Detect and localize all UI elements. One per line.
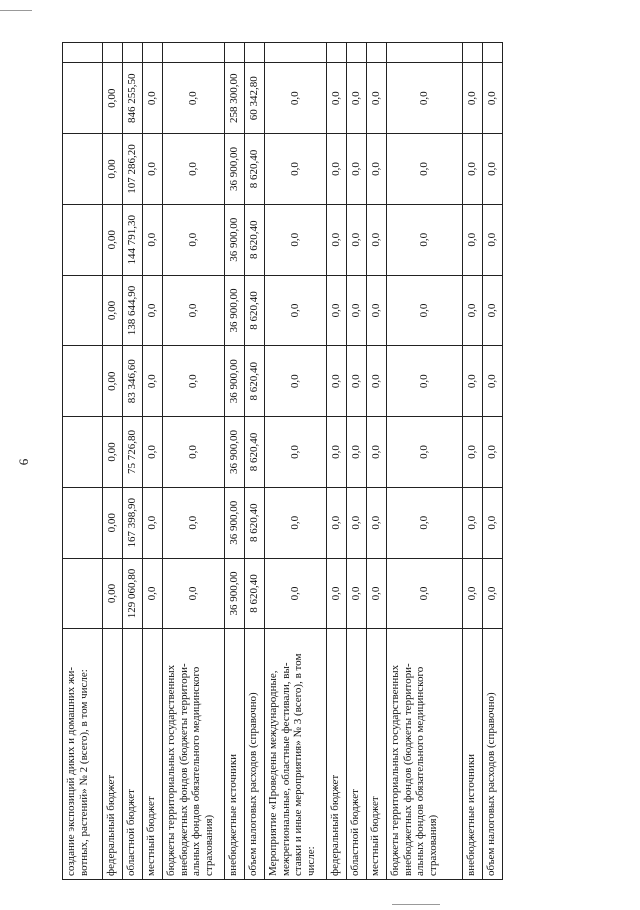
table-cell-value: 0,0 (163, 63, 225, 134)
row-label: бюджеты территориальных государственных внебюджетных фондов (бюджеты территори-альных фондов обязательного медицинского страхования) (387, 629, 463, 880)
table-cell-value: 0,0 (387, 417, 463, 488)
table-cell-value: 8 620,40 (245, 134, 265, 205)
table-cell-value: 0,0 (143, 63, 163, 134)
table-cell-empty (143, 43, 163, 63)
table-cell-value: 0,0 (163, 346, 225, 417)
row-label: создание экспозиций диких и домашних жи-вотных, растений» № 2 (всего), в том числе: (63, 629, 103, 880)
table-cell-value: 0,0 (265, 558, 327, 629)
table-cell-value: 0,0 (327, 558, 347, 629)
table-cell-value: 0,0 (265, 134, 327, 205)
table-cell-value: 0,0 (367, 487, 387, 558)
table-row (103, 43, 123, 880)
table-cell-value: 0,0 (143, 204, 163, 275)
table-cell-value: 8 620,40 (245, 204, 265, 275)
table-cell-value: 0,0 (163, 487, 225, 558)
table-cell-value: 0,00 (103, 346, 123, 417)
table-cell-value: 0,0 (483, 558, 503, 629)
table-cell-value: 0,00 (103, 204, 123, 275)
table-cell-empty (225, 43, 245, 63)
table-cell-value: 0,00 (103, 134, 123, 205)
table-row (483, 43, 503, 880)
table-cell-value: 0,0 (163, 134, 225, 205)
table-cell-value: 0,0 (387, 63, 463, 134)
table-cell-value: 0,0 (327, 487, 347, 558)
row-label: внебюджетные источники (463, 629, 483, 880)
table-cell-value: 0,0 (367, 134, 387, 205)
table-cell-value: 0,0 (387, 204, 463, 275)
table-cell-value: 0,0 (347, 346, 367, 417)
table-cell-value: 0,0 (367, 346, 387, 417)
row-label: бюджеты территориальных государственных внебюджетных фондов (бюджеты территори-альных фондов обязательного медицинского страхования) (163, 629, 225, 880)
table-cell-value: 0,0 (327, 63, 347, 134)
table-cell-value: 8 620,40 (245, 487, 265, 558)
table-cell-value: 0,0 (163, 417, 225, 488)
row-label: внебюджетные источники (225, 629, 245, 880)
row-label: Мероприятие «Проведены международные, межрегиональные, областные фестивали, вы-ставки и иные мероприятия» № 3 (всего), в том числе: (265, 629, 327, 880)
table-cell-value: 0,0 (463, 63, 483, 134)
table-cell-empty (163, 43, 225, 63)
table-cell-value: 0,0 (463, 487, 483, 558)
table-cell-value: 0,0 (143, 487, 163, 558)
table-cell-value: 0,0 (265, 346, 327, 417)
table-cell-value: 0,0 (163, 204, 225, 275)
row-label: местный бюджет (143, 629, 163, 880)
table-cell-value: 0,0 (483, 275, 503, 346)
table-cell-value: 0,0 (265, 275, 327, 346)
table-cell-value: 167 398,90 (123, 487, 143, 558)
table-cell-value: 0,0 (327, 134, 347, 205)
table-cell-value (63, 63, 103, 134)
table-row (463, 43, 483, 880)
table-cell-value: 138 644,90 (123, 275, 143, 346)
table-cell-value: 0,0 (327, 417, 347, 488)
table-cell-value: 8 620,40 (245, 558, 265, 629)
table-row (347, 43, 367, 880)
table-cell-value: 0,0 (367, 275, 387, 346)
table-cell-value: 144 791,30 (123, 204, 143, 275)
table-cell-value: 0,0 (347, 487, 367, 558)
table-cell-value: 8 620,40 (245, 275, 265, 346)
table-cell-value: 0,0 (347, 558, 367, 629)
table-cell-value: 0,0 (143, 346, 163, 417)
table-cell-value: 0,0 (347, 204, 367, 275)
table-cell-empty (265, 43, 327, 63)
table-row (63, 43, 103, 880)
row-label: областной бюджет (347, 629, 367, 880)
table-cell-value: 0,0 (327, 275, 347, 346)
table-cell-value: 129 060,80 (123, 558, 143, 629)
table-cell-empty (483, 43, 503, 63)
table-cell-value: 0,0 (483, 134, 503, 205)
table-cell-value: 36 900,00 (225, 204, 245, 275)
table-row (225, 43, 245, 880)
table-cell-empty (463, 43, 483, 63)
table-cell-value: 8 620,40 (245, 346, 265, 417)
table-cell-value: 0,0 (463, 204, 483, 275)
table-cell-value: 0,0 (265, 63, 327, 134)
table-cell-value: 36 900,00 (225, 417, 245, 488)
table-cell-empty (123, 43, 143, 63)
budget-table (62, 42, 503, 880)
table-cell-value: 0,00 (103, 558, 123, 629)
table-row (123, 43, 143, 880)
table-cell-value: 8 620,40 (245, 417, 265, 488)
table-cell-value: 36 900,00 (225, 346, 245, 417)
table-cell-value: 0,0 (327, 204, 347, 275)
table-cell-value: 0,0 (143, 134, 163, 205)
table-cell-value: 107 286,20 (123, 134, 143, 205)
table-cell-value: 0,0 (163, 275, 225, 346)
table-cell-value: 36 900,00 (225, 487, 245, 558)
table-cell-value: 846 255,50 (123, 63, 143, 134)
table-cell-value: 60 342,80 (245, 63, 265, 134)
table-cell-value: 0,0 (483, 63, 503, 134)
table-cell-value (63, 346, 103, 417)
table-cell-value: 0,00 (103, 275, 123, 346)
table-cell-empty (387, 43, 463, 63)
table-cell-value: 0,0 (367, 63, 387, 134)
table-cell-empty (63, 43, 103, 63)
table-cell-value: 0,0 (143, 417, 163, 488)
table-cell-value: 0,0 (367, 417, 387, 488)
table-cell-value: 0,0 (463, 275, 483, 346)
table-cell-value: 0,00 (103, 487, 123, 558)
table-cell-value: 0,00 (103, 63, 123, 134)
row-label: объем налоговых расходов (справочно) (245, 629, 265, 880)
table-cell-value: 83 346,60 (123, 346, 143, 417)
table-cell-value: 0,0 (265, 204, 327, 275)
table-row (163, 43, 225, 880)
table-cell-value: 36 900,00 (225, 134, 245, 205)
table-cell-value: 36 900,00 (225, 275, 245, 346)
table-cell-value: 0,0 (265, 487, 327, 558)
table-cell-value: 0,0 (483, 417, 503, 488)
table-cell-value: 0,0 (347, 63, 367, 134)
table-cell-value: 0,0 (483, 346, 503, 417)
table-cell-empty (347, 43, 367, 63)
table-cell-empty (103, 43, 123, 63)
table-cell-empty (245, 43, 265, 63)
table-cell-value: 0,0 (143, 275, 163, 346)
row-label: федеральный бюджет (327, 629, 347, 880)
table-cell-value (63, 134, 103, 205)
table-cell-value: 0,0 (387, 134, 463, 205)
table-cell-value (63, 275, 103, 346)
table-cell-value: 0,0 (327, 346, 347, 417)
table-row (387, 43, 463, 880)
table-cell-value: 0,00 (103, 417, 123, 488)
table-cell-value: 0,0 (143, 558, 163, 629)
table-cell-value: 0,0 (387, 346, 463, 417)
table-cell-value: 0,0 (387, 487, 463, 558)
scan-artifact-top (0, 10, 32, 11)
table-cell-value: 0,0 (265, 417, 327, 488)
table-cell-value: 0,0 (483, 487, 503, 558)
table-cell-value: 0,0 (347, 275, 367, 346)
table-cell-value: 0,0 (367, 204, 387, 275)
table-cell-value: 0,0 (387, 558, 463, 629)
table-cell-value: 36 900,00 (225, 558, 245, 629)
table-row (367, 43, 387, 880)
table-cell-value (63, 417, 103, 488)
table-cell-value: 0,0 (463, 134, 483, 205)
table-cell-value (63, 204, 103, 275)
table-cell-value: 0,0 (367, 558, 387, 629)
table-cell-value: 0,0 (463, 417, 483, 488)
page-number: 6 (16, 458, 31, 466)
budget-table-body (63, 43, 503, 880)
table-row (143, 43, 163, 880)
table-cell-empty (327, 43, 347, 63)
scan-artifact-bottom (392, 904, 440, 905)
table-cell-value: 0,0 (347, 417, 367, 488)
table-cell-empty (367, 43, 387, 63)
table-cell-value: 0,0 (347, 134, 367, 205)
table-cell-value: 0,0 (483, 204, 503, 275)
table-row (245, 43, 265, 880)
table-cell-value (63, 558, 103, 629)
table-cell-value: 0,0 (463, 558, 483, 629)
row-label: областной бюджет (123, 629, 143, 880)
table-cell-value: 0,0 (387, 275, 463, 346)
row-label: местный бюджет (367, 629, 387, 880)
table-cell-value (63, 487, 103, 558)
table-cell-value: 258 300,00 (225, 63, 245, 134)
table-row (327, 43, 347, 880)
row-label: объем налоговых расходов (справочно) (483, 629, 503, 880)
table-row (265, 43, 327, 880)
row-label: федеральный бюджет (103, 629, 123, 880)
rotated-table-container (62, 42, 582, 880)
table-cell-value: 0,0 (163, 558, 225, 629)
table-cell-value: 75 726,80 (123, 417, 143, 488)
table-cell-value: 0,0 (463, 346, 483, 417)
